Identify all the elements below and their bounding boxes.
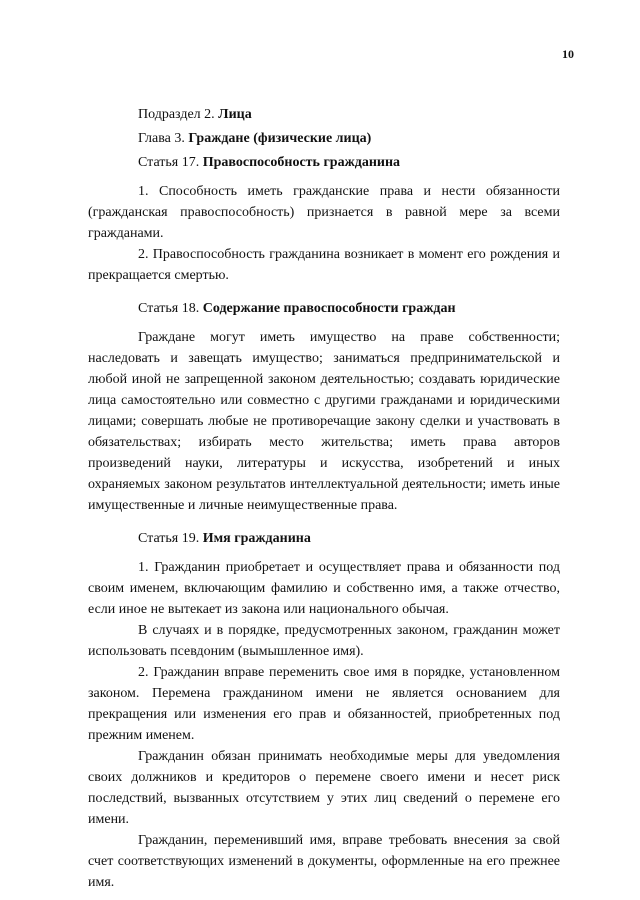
article-prefix: Статья 19. <box>138 531 200 546</box>
article-prefix: Статья 18. <box>138 301 200 316</box>
subsection-heading <box>138 104 560 125</box>
article-19-paragraph-2: В случаях и в порядке, предусмотренных законом, гражданин может использовать псевдоним (вымышленное имя). <box>88 623 560 659</box>
subsection-prefix: Подраздел 2. <box>138 107 215 122</box>
article-19-paragraph-1: 1. Гражданин приобретает и осуществляет права и обязанности под своим именем, включающим фамилию и собственно имя, а также отчество, если иное не вытекает из закона или национального обычая. <box>88 560 560 617</box>
article-18-paragraph-1: Граждане могут иметь имущество на праве собственности; наследовать и завещать имущество; заниматься предпринимательской и любой иной не запрещенной законом деятельностью; создавать юридические лица самостоятельно или совместно с другими гражданами и юридическими лицами; совершать любые не противоречащие закону сделки и участвовать в обязательствах; избирать место жительства; иметь права авторов произведений науки, литературы и искусства, изобретений и иных охраняемых законом результатов интеллектуальной деятельности; иметь иные имущественные и личные неимущественные права. <box>88 330 560 513</box>
article-19-title <box>138 528 560 549</box>
article-prefix: Статья 17. <box>138 155 200 170</box>
article-17-paragraph-1: 1. Способность иметь гражданские права и нести обязанности (гражданская правоспособность) признается в равной мере за всеми гражданами. <box>88 184 560 241</box>
article-heading: Имя гражданина <box>202 531 311 546</box>
page-number: 10 <box>562 47 574 61</box>
document-body <box>88 104 560 893</box>
article-17-paragraph-2: 2. Правоспособность гражданина возникает в момент его рождения и прекращается смертью. <box>88 247 560 283</box>
article-heading: Содержание правоспособности граждан <box>202 301 456 316</box>
chapter-title: Граждане (физические лица) <box>188 131 372 146</box>
article-19-paragraph-3: 2. Гражданин вправе переменить свое имя в порядке, установленном законом. Перемена гражданином имени не является основанием для прекращения или изменения его прав и обязанностей, приобретенных под прежним именем. <box>88 665 560 743</box>
chapter-prefix: Глава 3. <box>138 131 185 146</box>
article-18-title <box>138 298 560 319</box>
article-17-title <box>138 152 560 173</box>
article-heading: Правоспособность гражданина <box>202 155 401 170</box>
subsection-title: Лица <box>218 107 252 122</box>
article-19-paragraph-4: Гражданин обязан принимать необходимые меры для уведомления своих должников и кредиторов о перемене своего имени и несет риск последствий, вызванных отсутствием у этих лиц сведений о перемене его имени. <box>88 749 560 827</box>
chapter-heading <box>138 128 560 149</box>
article-19-paragraph-5: Гражданин, переменивший имя, вправе требовать внесения за свой счет соответствующих изменений в документы, оформленные на его прежнее имя. <box>88 833 560 890</box>
